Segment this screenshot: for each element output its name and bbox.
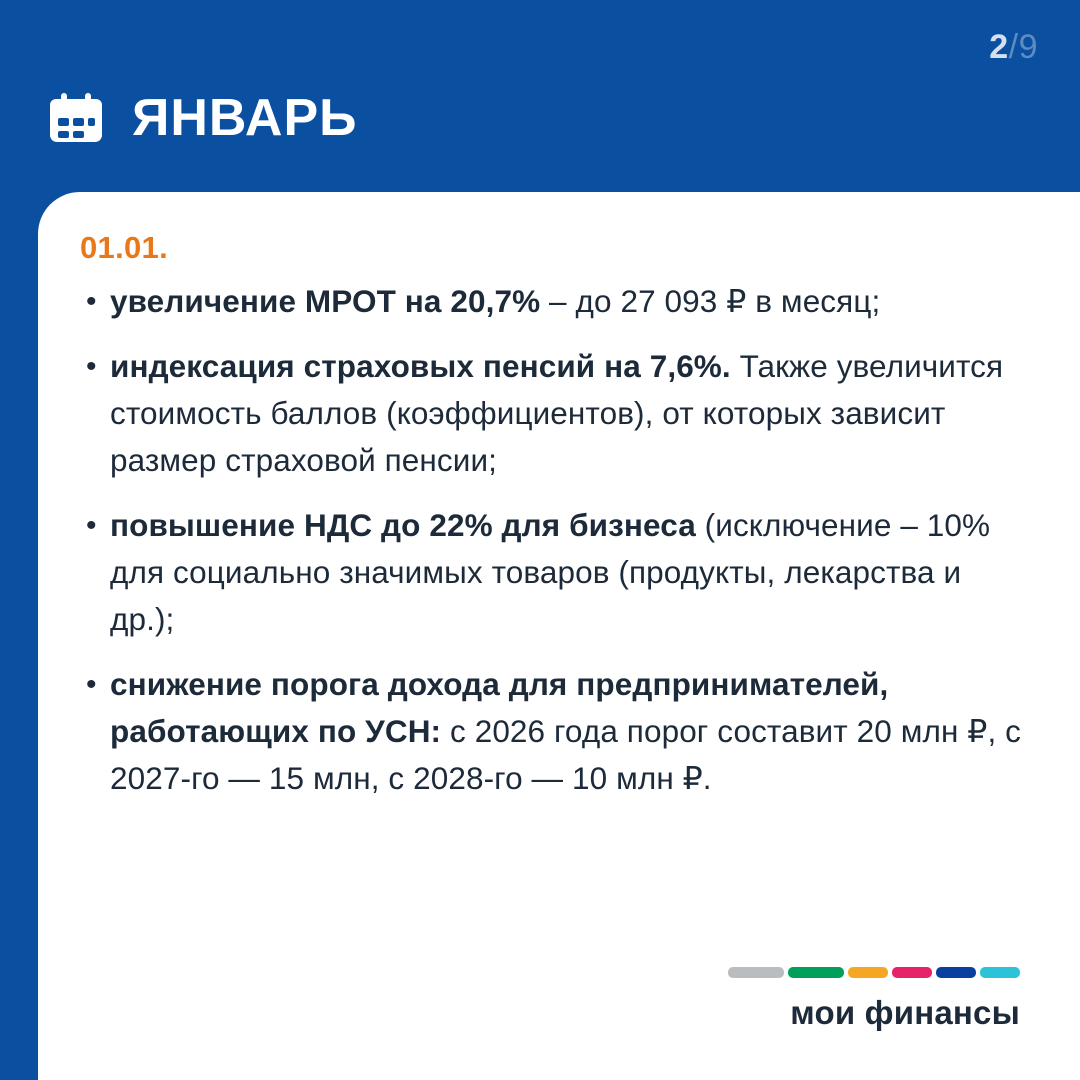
page-separator: / (1008, 28, 1019, 66)
list-item-rest: (исключение – 10% для социально значимых товаров (продукты, лекарства и др.); (110, 507, 991, 637)
list-item (80, 278, 1025, 325)
bullet-marker-icon: • (86, 509, 97, 542)
list-item (80, 343, 1025, 484)
bullet-marker-icon: • (86, 350, 97, 383)
logo-bars (728, 967, 1020, 978)
logo-bar-4 (936, 967, 976, 978)
logo-text: мои финансы (790, 994, 1020, 1031)
page-title: ЯНВАРЬ (132, 89, 358, 147)
page-total: 9 (1018, 28, 1038, 66)
list-item-text (110, 502, 1025, 643)
page-counter (989, 28, 1038, 67)
calendar-icon (48, 92, 104, 144)
list-item (80, 502, 1025, 643)
page-current: 2 (989, 28, 1009, 66)
logo-bar-2 (848, 967, 888, 978)
list-item-text (110, 278, 1025, 325)
bullet-marker-icon: • (86, 668, 97, 701)
date-label: 01.01. (80, 230, 168, 265)
logo-bar-0 (728, 967, 784, 978)
list-item-rest: с 2026 года порог составит 20 млн ₽, с 2027-го — 15 млн, с 2028-го — 10 млн ₽. (110, 713, 1021, 796)
list-item (80, 661, 1025, 802)
logo-bar-1 (788, 967, 844, 978)
header (48, 89, 358, 147)
list-item-bold: увеличение МРОТ на 20,7% (110, 283, 541, 319)
brand-logo (728, 967, 1020, 1032)
list-item-text (110, 343, 1025, 484)
list-item-bold: повышение НДС до 22% для бизнеса (110, 507, 696, 543)
list-item-text (110, 661, 1025, 802)
list-item-bold: снижение порога дохода для предпринимателей, работающих по УСН: (110, 666, 889, 749)
list-item-rest: Также увеличится стоимость баллов (коэффициентов), от которых зависит размер страховой пенсии; (110, 348, 1004, 478)
list-item-rest: – до 27 093 ₽ в месяц; (540, 283, 881, 319)
bullet-list (80, 278, 1025, 820)
bullet-marker-icon: • (86, 285, 97, 318)
content-card (38, 192, 1080, 1080)
logo-bar-5 (980, 967, 1020, 978)
logo-bar-3 (892, 967, 932, 978)
list-item-bold: индексация страховых пенсий на 7,6%. (110, 348, 731, 384)
